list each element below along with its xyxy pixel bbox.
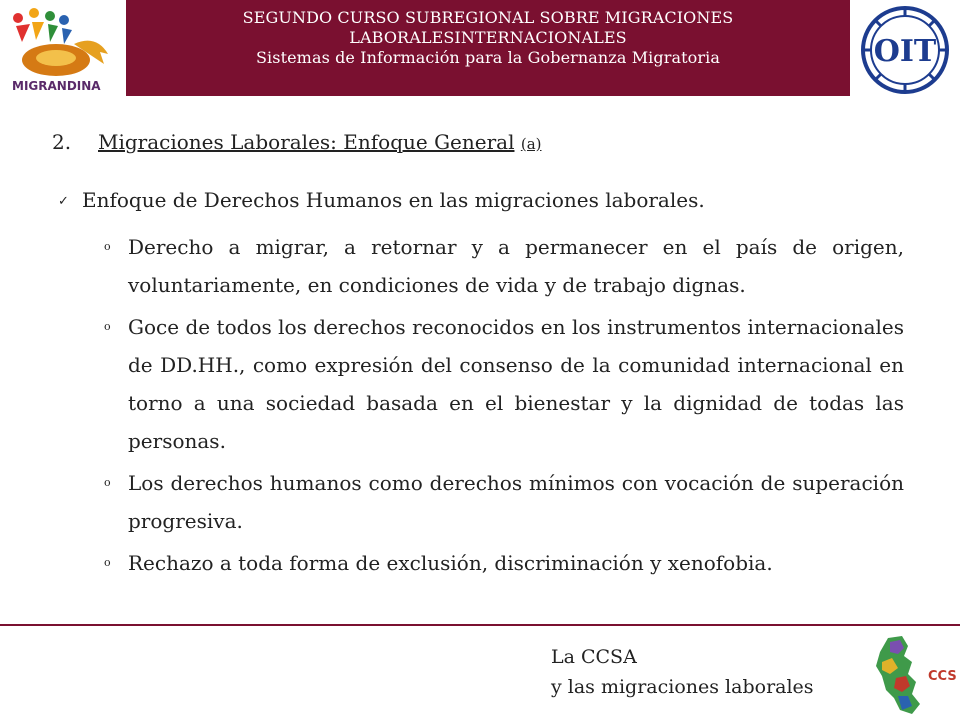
header-line-2: LABORALESINTERNACIONALES (349, 28, 627, 47)
oit-logo-text: OIT (873, 34, 937, 69)
footer-divider (0, 624, 960, 626)
check-item-text: Enfoque de Derechos Humanos en las migraciones laborales. (82, 188, 705, 212)
list-item (104, 464, 904, 540)
header-banner (126, 0, 850, 96)
section-title-suffix: (a) (520, 135, 542, 153)
bullet-list (104, 228, 904, 586)
section-title: Migraciones Laborales: Enfoque General (98, 130, 515, 154)
footer-line-2: y las migraciones laborales (551, 676, 814, 698)
migrandina-logo (4, 4, 120, 96)
bullet-text: Derecho a migrar, a retornar y a permanecer en el país de origen, voluntariamente, en condiciones de vida y de trabajo dignas. (128, 235, 904, 297)
list-item (104, 544, 904, 582)
footer-caption (551, 642, 814, 702)
checkmark-icon: ✓ (58, 194, 69, 209)
list-item (104, 228, 904, 304)
migrandina-logo-text: MIGRANDINA (12, 79, 101, 93)
header-line-3: Sistemas de Información para la Gobernanza Migratoria (255, 48, 720, 67)
bullet-marker: o (104, 476, 111, 489)
bullet-text: Goce de todos los derechos reconocidos en los instrumentos internacionales de DD.HH., como expresión del consenso de la comunidad internacional en torno a una sociedad basada en el bienestar y la dignidad de todas las personas. (128, 315, 904, 453)
check-item (58, 185, 705, 217)
bullet-marker: o (104, 320, 111, 333)
oit-logo (852, 4, 958, 96)
section-heading (52, 127, 542, 159)
ccsa-logo-text: CCS (928, 669, 957, 684)
list-item (104, 308, 904, 460)
bullet-text: Rechazo a toda forma de exclusión, discriminación y xenofobia. (128, 551, 773, 575)
header-line-1: SEGUNDO CURSO SUBREGIONAL SOBRE MIGRACIONES (242, 8, 734, 27)
footer-line-1: La CCSA (551, 646, 637, 668)
section-number: 2. (52, 130, 72, 154)
ccsa-map-logo (868, 632, 958, 718)
bullet-marker: o (104, 556, 111, 569)
bullet-text: Los derechos humanos como derechos mínimos con vocación de superación progresiva. (128, 471, 904, 533)
bullet-marker: o (104, 240, 111, 253)
